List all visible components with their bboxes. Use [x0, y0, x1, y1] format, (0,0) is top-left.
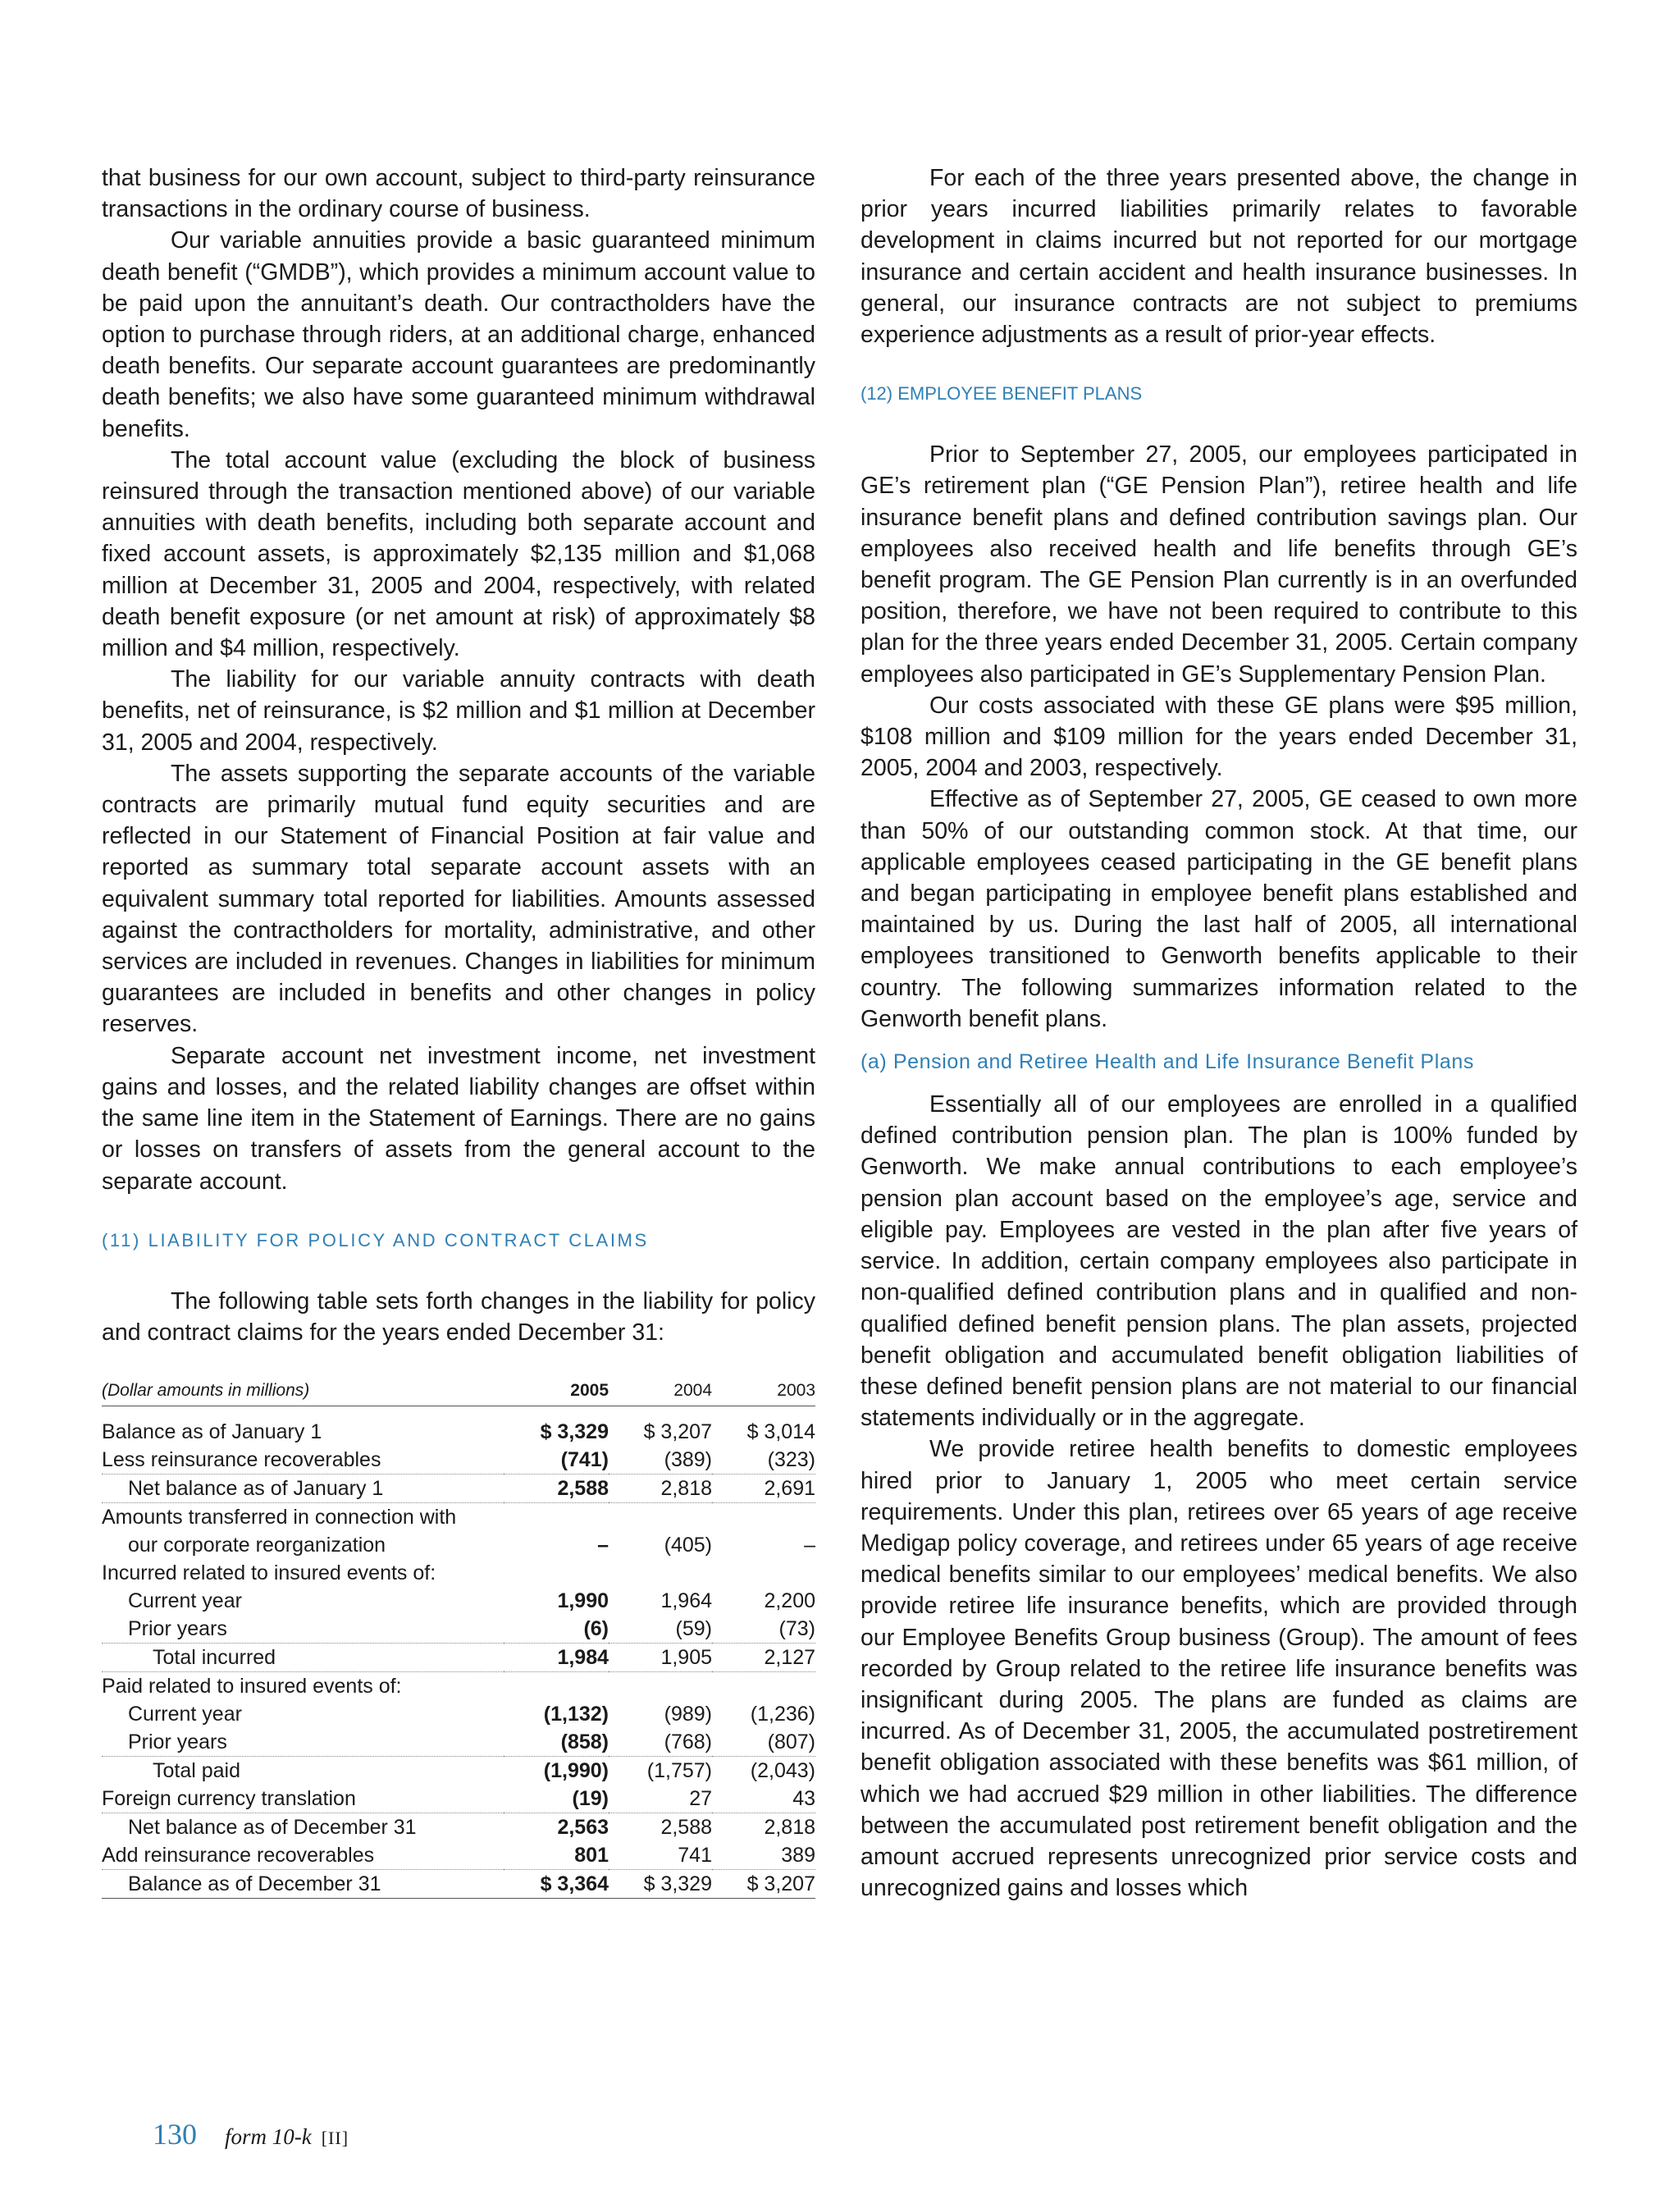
table-row — [102, 1474, 815, 1503]
table-row — [102, 1503, 815, 1532]
cell-2004: (389) — [609, 1446, 712, 1474]
table-row — [102, 1418, 815, 1446]
cell-2004: $ 3,207 — [643, 1420, 712, 1444]
cell-2004: (1,757) — [646, 1759, 712, 1783]
cell-2003: 2,200 — [764, 1589, 815, 1613]
table-header-row — [102, 1376, 815, 1406]
row-label: Total incurred — [102, 1644, 504, 1672]
row-label: Less reinsurance recoverables — [102, 1446, 504, 1474]
row-label: Paid related to insured events of: — [102, 1675, 402, 1699]
row-label: Balance as of December 31 — [102, 1870, 504, 1899]
row-label: Add reinsurance recoverables — [102, 1841, 504, 1870]
header-label: (Dollar amounts in millions) — [102, 1376, 504, 1406]
table-row — [102, 1841, 815, 1870]
table-row — [102, 1700, 815, 1728]
cell-2005: 1,984 — [504, 1644, 609, 1672]
header-2003: 2003 — [712, 1376, 815, 1406]
cell-2005: 801 — [504, 1841, 609, 1870]
cell-2003: (323) — [712, 1446, 815, 1474]
row-label: Prior years — [102, 1615, 504, 1644]
cell-2003: 2,691 — [712, 1474, 815, 1503]
cell-2005: 1,990 — [557, 1589, 609, 1613]
paragraph: The liability for our variable annuity contracts with death benefits, net of reinsurance, is $2 million and $1 million at December 31, 2005 and 2004, respectively. — [102, 666, 815, 756]
cell-2003: (807) — [712, 1728, 815, 1757]
cell-2003: 2,127 — [712, 1644, 815, 1672]
cell-2004: (989) — [664, 1703, 712, 1726]
table-row — [102, 1531, 815, 1559]
table-row — [102, 1615, 815, 1644]
row-label: Current year — [128, 1589, 242, 1613]
cell-2005: (858) — [504, 1728, 609, 1757]
cell-2004: 2,818 — [609, 1474, 712, 1503]
paragraph: The total account value (excluding the block of business reinsured through the transaction mentioned above) of our variable annuities with death benefits, including both separate account and fixed account assets, is approximately $2,135 million and $1,068 million at December 31, 2005 and 2004, respectively, with related death benefit exposure (or net amount at risk) of approximately $8 million and $4 million, respectively. — [102, 446, 815, 662]
paragraph: Essentially all of our employees are enrolled in a qualified defined contribution pension plan. The plan is 100% funded by Genworth. We make annual contributions to each employee’s pension plan account based on the employee’s age, service and eligible pay. Employees are vested in the plan after five years of service. In addition, certain company employees also participate in non-qualified defined contribution plans and in qualified and non-qualified defined benefit pension plans. The plan assets, projected benefit obligation and accumulated benefit obligation liabilities of these defined benefit pension plans are not material to our financial statements individually or in the aggregate. — [861, 1091, 1577, 1432]
cell-2005: (741) — [504, 1446, 609, 1474]
cell-2003: – — [804, 1534, 815, 1557]
table-row — [102, 1587, 815, 1615]
subsection-a-heading: (a) Pension and Retiree Health and Life Insurance Benefit Plans — [861, 1050, 1474, 1074]
cell-2003: 2,818 — [764, 1816, 815, 1840]
section-11-heading: (11) LIABILITY FOR POLICY AND CONTRACT CLAIMS — [102, 1229, 649, 1250]
cell-2003: $ 3,207 — [712, 1870, 815, 1899]
page-number: 130 — [153, 2118, 197, 2151]
row-label: Total paid — [153, 1759, 241, 1783]
row-label: our corporate reorganization — [128, 1534, 386, 1557]
cell-2005: (1,132) — [543, 1703, 609, 1726]
form-label: form 10-k — [225, 2124, 312, 2149]
cell-2004: 2,588 — [660, 1816, 712, 1840]
paragraph: Separate account net investment income, net investment gains and losses, and the related liability changes are offset within the same line item in the Statement of Earnings. There are no gains or losses on transfers of assets from the general account to the separate account. — [102, 1042, 815, 1195]
cell-2004: (768) — [609, 1728, 712, 1757]
cell-2005: (6) — [504, 1615, 609, 1644]
row-label: Balance as of January 1 — [102, 1420, 322, 1444]
cell-2004: 27 — [609, 1785, 712, 1813]
row-label: Amounts transferred in connection with — [102, 1506, 457, 1529]
row-label: Foreign currency translation — [102, 1785, 504, 1813]
right-column — [861, 162, 1577, 1904]
cell-2003: (2,043) — [750, 1759, 815, 1783]
cell-2005: 2,588 — [504, 1474, 609, 1503]
cell-2003: (73) — [712, 1615, 815, 1644]
page-footer — [153, 2117, 349, 2151]
table-row — [102, 1728, 815, 1757]
cell-2005: (19) — [504, 1785, 609, 1813]
row-label: Prior years — [102, 1728, 504, 1757]
paragraph: The assets supporting the separate accounts of the variable contracts are primarily mutual fund equity securities and are reflected in our Statement of Financial Position at fair value and reported as summary total separate account assets with an equivalent summary total reported for liabilities. Amounts assessed against the contractholders for mortality, administrative, and other services are included in revenues. Changes in liabilities for minimum guarantees are included in benefits and other changes in policy reserves. — [102, 760, 815, 1038]
table-row — [102, 1785, 815, 1813]
header-2005: 2005 — [504, 1376, 609, 1406]
cell-2003: 389 — [712, 1841, 815, 1870]
row-label: Incurred related to insured events of: — [102, 1561, 436, 1585]
table-row — [102, 1870, 815, 1899]
paragraph: We provide retiree health benefits to domestic employees hired prior to January 1, 2005 who meet certain service requirements. Under this plan, retirees over 65 years of age receive Medigap policy coverage, and retirees under 65 years of age receive medical benefits similar to our employees’ medical benefits. We also provide retiree life insurance benefits, which are provided through our Employee Benefits Group business (Group). The amount of fees recorded by Group related to the retiree life insurance benefits was insignificant during 2005. The plans are funded as claims are incurred. As of December 31, 2005, the accumulated postretirement benefit obligation associated with these benefits was $61 million, of which we had accrued $29 million in other liabilities. The difference between the accumulated post retirement benefit obligation and the amount accrued represents unrecognized prior service costs and unrecognized gains and losses which — [861, 1436, 1577, 1902]
table-row — [102, 1813, 815, 1842]
cell-2005: 2,563 — [557, 1816, 609, 1840]
cell-2005: $ 3,329 — [540, 1420, 609, 1444]
cell-2005: – — [597, 1534, 609, 1557]
paragraph: Effective as of September 27, 2005, GE ceased to own more than 50% of our outstanding common stock. At that time, our applicable employees ceased participating in the GE benefit plans and began participating in employee benefit plans established and maintained by us. During the last half of 2005, all international employees transitioned to Genworth benefits applicable to their country. The following summarizes information related to the Genworth benefit plans. — [861, 786, 1577, 1032]
cell-2004: (405) — [664, 1534, 712, 1557]
table-row — [102, 1757, 815, 1785]
cell-2005: (1,990) — [543, 1759, 609, 1783]
row-label: Current year — [128, 1703, 242, 1726]
cell-2004: (59) — [609, 1615, 712, 1644]
cell-2004: $ 3,329 — [609, 1870, 712, 1899]
cell-2004: 741 — [609, 1841, 712, 1870]
part-label: [II] — [321, 2128, 349, 2148]
cell-2003: 43 — [712, 1785, 815, 1813]
table-row — [102, 1559, 815, 1587]
cell-2005: $ 3,364 — [504, 1870, 609, 1899]
paragraph: Our variable annuities provide a basic guaranteed minimum death benefit (“GMDB”), which provides a minimum account value to be paid upon the annuitant’s death. Our contractholders have the option to purchase through riders, at an additional charge, enhanced death benefits. Our separate account guarantees are predominantly death benefits; we also have some guaranteed minimum withdrawal benefits. — [102, 227, 815, 442]
section-12-heading: (12) EMPLOYEE BENEFIT PLANS — [861, 383, 1143, 405]
paragraph: For each of the three years presented above, the change in prior years incurred liabilities primarily relates to favorable development in claims incurred but not reported for our mortgage insurance and certain accident and health insurance businesses. In general, our insurance contracts are not subject to premiums experience adjustments as a result of prior-year effects. — [861, 165, 1577, 349]
table-row — [102, 1446, 815, 1474]
cell-2003: (1,236) — [750, 1703, 815, 1726]
cell-2003: $ 3,014 — [746, 1420, 815, 1444]
paragraph: Prior to September 27, 2005, our employees participated in GE’s retirement plan (“GE Pension Plan”), retiree health and life insurance benefit plans and defined contribution savings plan. Our employees also received health and life benefits through GE’s benefit program. The GE Pension Plan currently is in an overfunded position, therefore, we have not been required to contribute to this plan for the three years ended December 31, 2005. Certain company employees also participated in GE’s Supplementary Pension Plan. — [861, 441, 1577, 688]
left-column — [102, 162, 815, 1899]
table-row — [102, 1672, 815, 1701]
claims-table — [102, 1376, 815, 1899]
table-row — [102, 1644, 815, 1672]
header-2004: 2004 — [609, 1376, 712, 1406]
cell-2004: 1,905 — [609, 1644, 712, 1672]
paragraph: Our costs associated with these GE plans were $95 million, $108 million and $109 million for the years ended December 31, 2005, 2004 and 2003, respectively. — [861, 692, 1577, 782]
paragraph: that business for our own account, subject to third-party reinsurance transactions in the ordinary course of business. — [102, 165, 815, 223]
cell-2004: 1,964 — [660, 1589, 712, 1613]
row-label: Net balance as of January 1 — [102, 1474, 504, 1503]
section-11-intro: The following table sets forth changes in the liability for policy and contract claims for the years ended December 31: — [102, 1287, 815, 1346]
row-label: Net balance as of December 31 — [128, 1816, 417, 1840]
